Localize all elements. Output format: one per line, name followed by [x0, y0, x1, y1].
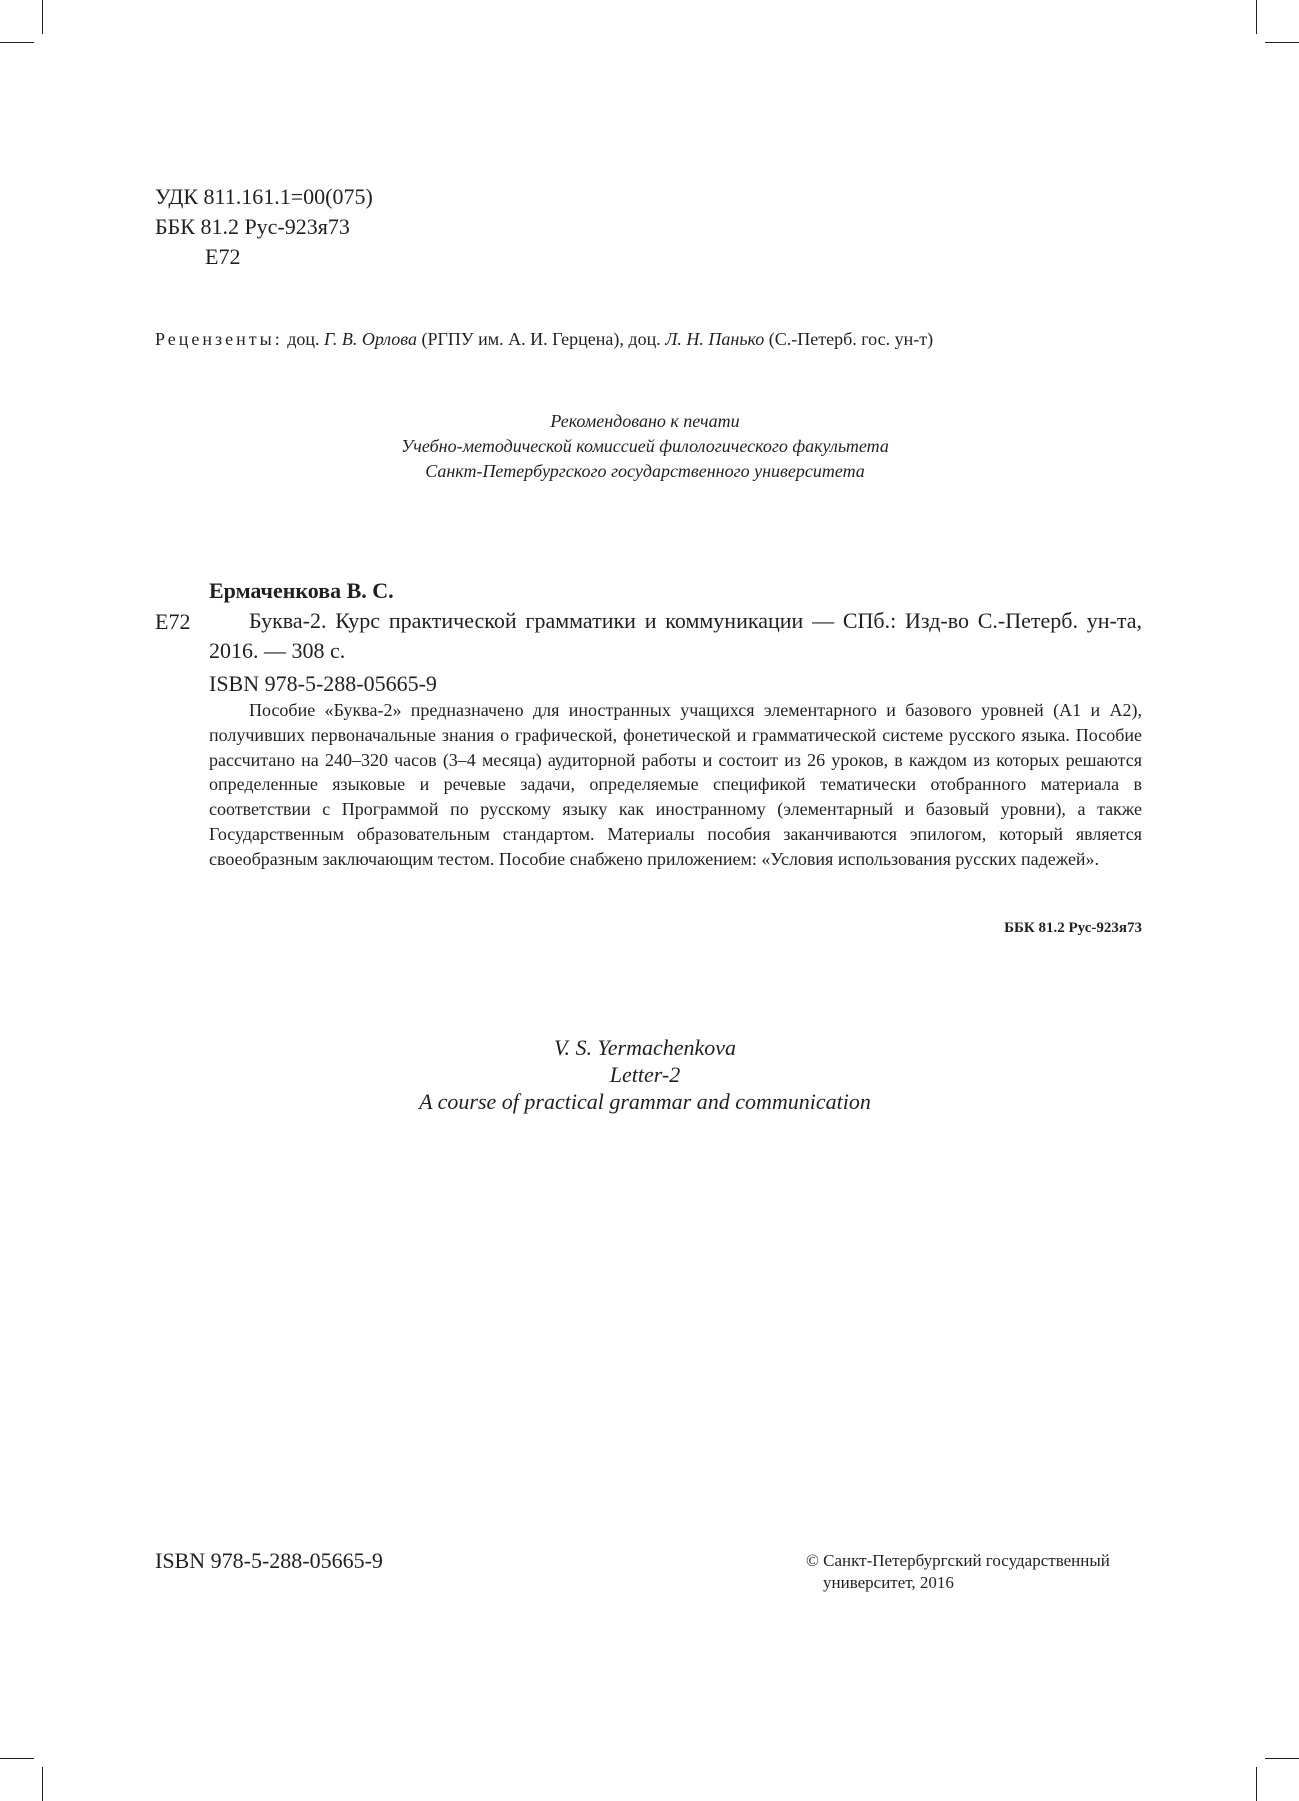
- crop-mark-bottom-right-vertical: [1256, 1767, 1257, 1801]
- crop-mark-bottom-left-vertical: [42, 1767, 43, 1801]
- crop-mark-top-left-horizontal: [0, 42, 34, 43]
- reviewers-line: [155, 329, 933, 350]
- reviewer-name-2: Л. Н. Панько: [665, 329, 765, 349]
- print-recommendation: [155, 409, 1135, 484]
- recommendation-line: Рекомендовано к печати: [550, 411, 740, 431]
- udk-code: УДК 811.161.1=00(075): [155, 184, 373, 209]
- footer-isbn: ISBN 978-5-288-05665-9: [155, 1548, 383, 1573]
- reviewer-affiliation-1: (РГПУ им. А. И. Герцена), доц.: [421, 329, 661, 349]
- crop-mark-bottom-left-horizontal: [0, 1758, 34, 1759]
- book-title-entry: Буква-2. Курс практической грамматики и коммуникации — СПб.: Изд-во С.-Петерб. ун-та, 2016. — 308 с.: [209, 608, 1142, 663]
- bbk-code: ББК 81.2 Рус-923я73: [155, 214, 350, 239]
- classification-codes: [155, 182, 373, 272]
- reviewer-prefix: доц.: [287, 329, 320, 349]
- english-author: V. S. Yermachenkova: [553, 1035, 737, 1060]
- crop-mark-top-left-vertical: [42, 0, 43, 34]
- book-author: Ермаченкова В. С.: [209, 578, 394, 603]
- book-isbn: ISBN 978-5-288-05665-9: [209, 671, 437, 696]
- book-abstract: Пособие «Буква-2» предназначено для иностранных учащихся элементарного и базового уровней (А1 и А2), получивших первоначальные знания о графической, фонетической и грамматической системе русского языка. Пособие рассчитано на 240–320 часов (3–4 месяца) аудиторной работы и состоит из 26 уроков, в каждом из которых решаются определенные языковые и речевые задачи, определяемые спецификой тематически отобранного материала в соответствии с Программой по русскому языку как иностранному (элементарный и базовый уровни), а также Государственным образовательным стандартом. Материалы пособия заканчиваются эпилогом, который является своеобразным заключающим тестом. Пособие снабжено приложением: «Условия использования русских падежей».: [209, 700, 1142, 869]
- copyright-notice: [806, 1550, 1110, 1594]
- reviewer-affiliation-2: (С.-Петерб. гос. ун-т): [768, 329, 934, 349]
- copyright-line: университет, 2016: [823, 1573, 954, 1592]
- crop-mark-bottom-right-horizontal: [1265, 1758, 1299, 1759]
- english-subtitle: A course of practical grammar and communication: [419, 1089, 871, 1114]
- recommendation-line: Учебно-методической комиссией филологического факультета: [401, 436, 889, 456]
- bibliographic-code: Е72: [155, 609, 191, 634]
- english-title-block: [155, 1034, 1135, 1115]
- reviewer-name-1: Г. В. Орлова: [324, 329, 417, 349]
- recommendation-line: Санкт-Петербургского государственного университета: [425, 461, 865, 481]
- crop-mark-top-right-vertical: [1256, 0, 1257, 34]
- english-title: Letter-2: [609, 1062, 681, 1087]
- reviewers-label: Рецензенты:: [155, 329, 283, 349]
- copyright-line: © Санкт-Петербургский государственный: [806, 1551, 1110, 1570]
- bbk-footer-code: ББК 81.2 Рус-923я73: [1004, 920, 1142, 936]
- crop-mark-top-right-horizontal: [1265, 42, 1299, 43]
- author-code: Е72: [205, 244, 241, 269]
